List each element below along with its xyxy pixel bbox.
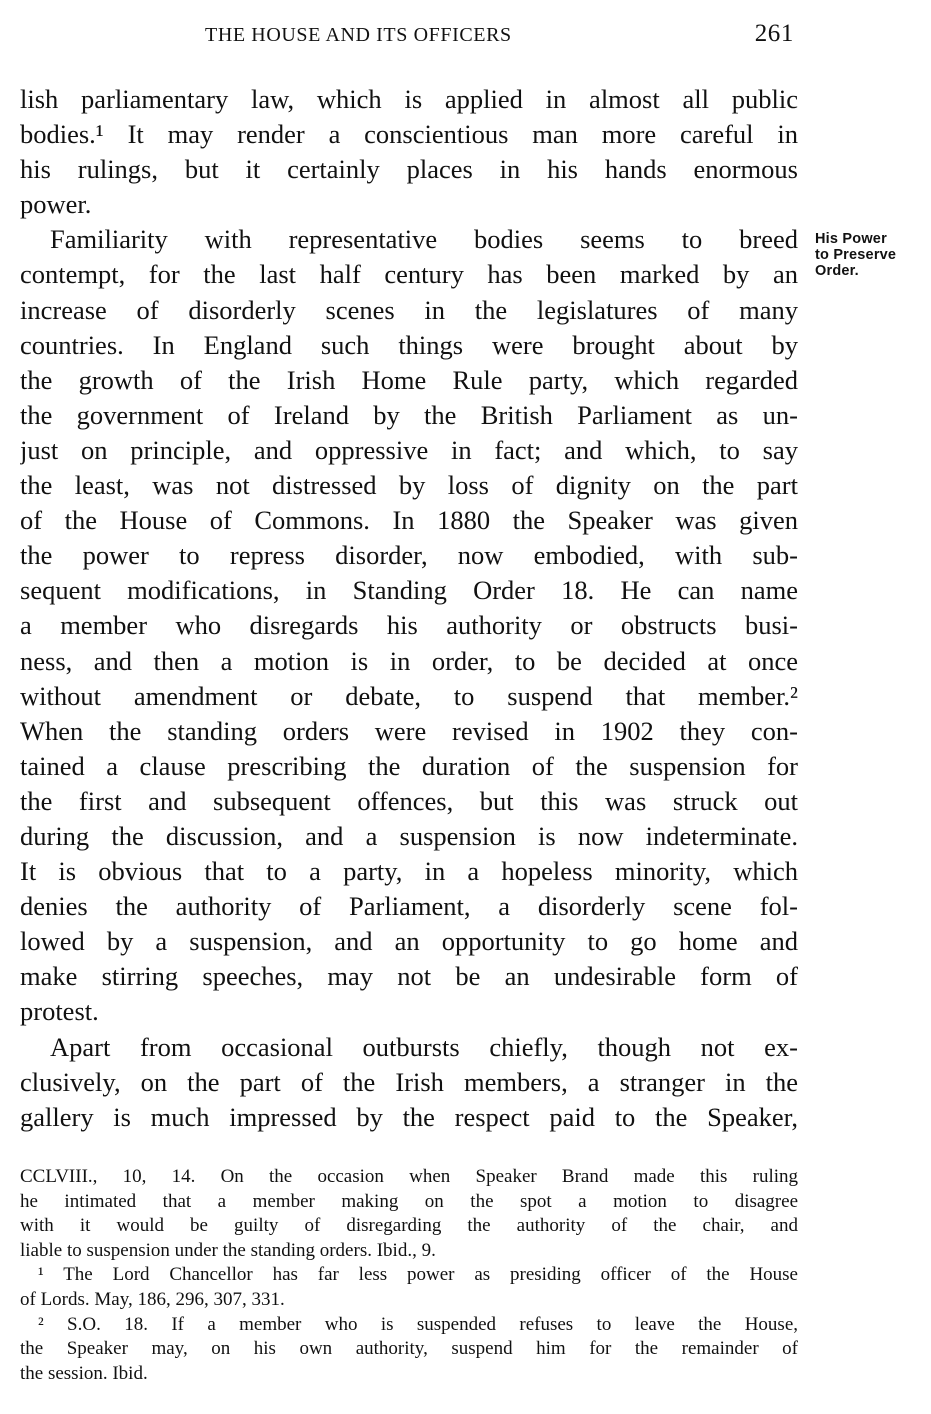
margin-note-line: Order. <box>815 263 859 279</box>
body-line: make stirring speeches, may not be an undesirable form of <box>20 961 798 992</box>
body-line: ness, and then a motion is in order, to be decided at once <box>20 645 798 676</box>
page-number: 261 <box>754 20 794 47</box>
footnote-line: with it would be guilty of disregarding the authority of the chair, and <box>20 1215 798 1237</box>
footnote-line: of Lords. May, 186, 296, 307, 331. <box>20 1288 285 1310</box>
body-line: the first and subsequent offences, but this was struck out <box>20 785 798 816</box>
body-line: tained a clause prescribing the duration of the suspension for <box>20 750 798 781</box>
body-line: It is obvious that to a party, in a hopeless minority, which <box>20 856 798 887</box>
margin-note-line: to Preserve <box>815 247 897 263</box>
body-line: denies the authority of Parliament, a disorderly scene fol- <box>20 891 798 922</box>
body-line: of the House of Commons. In 1880 the Speaker was given <box>20 505 798 536</box>
footnote-line: he intimated that a member making on the spot a motion to disagree <box>20 1190 798 1212</box>
body-line: the power to repress disorder, now embodied, with sub- <box>20 540 798 571</box>
body-line: without amendment or debate, to suspend that member.² <box>20 680 798 711</box>
running-head <box>0 20 800 52</box>
body-line: contempt, for the last half century has been marked by an <box>20 259 798 290</box>
body-line: clusively, on the part of the Irish members, a stranger in the <box>20 1066 798 1097</box>
body-line: the least, was not distressed by loss of dignity on the part <box>20 470 798 501</box>
footnote-line: CCLVIII., 10, 14. On the occasion when Speaker Brand made this ruling <box>20 1166 798 1187</box>
body-line: bodies.¹ It may render a conscientious man more careful in <box>20 119 798 150</box>
body-line: increase of disorderly scenes in the legislatures of many <box>20 294 798 325</box>
body-text <box>20 82 798 1135</box>
body-line: just on principle, and oppressive in fact; and which, to say <box>20 434 798 465</box>
body-line: sequent modifications, in Standing Order 18. He can name <box>20 575 798 606</box>
body-line: during the discussion, and a suspension is now indeterminate. <box>20 820 798 851</box>
body-line: the government of Ireland by the British Parliament as un- <box>20 399 798 430</box>
body-line: When the standing orders were revised in 1902 they con- <box>20 715 798 746</box>
footnote-line: the session. Ibid. <box>20 1362 148 1384</box>
body-line: Apart from occasional outbursts chiefly, though not ex- <box>50 1031 798 1062</box>
body-line: Familiarity with representative bodies seems to breed <box>50 224 798 255</box>
body-line: countries. In England such things were brought about by <box>20 329 798 360</box>
body-line: the growth of the Irish Home Rule party, which regarded <box>20 364 798 395</box>
footnotes <box>20 1165 798 1386</box>
footnote-line: ¹ The Lord Chancellor has far less power as presiding officer of the House <box>38 1264 798 1286</box>
margin-note <box>815 231 930 279</box>
body-line: gallery is much impressed by the respect paid to the Speaker, <box>20 1101 798 1132</box>
running-head-title: THE HOUSE AND ITS OFFICERS <box>205 24 512 46</box>
body-line: lish parliamentary law, which is applied in almost all public <box>20 84 798 114</box>
body-line: lowed by a suspension, and an opportunity to go home and <box>20 926 798 957</box>
body-line: his rulings, but it certainly places in his hands enormous <box>20 154 798 185</box>
body-line: a member who disregards his authority or obstructs busi- <box>20 610 798 641</box>
margin-note-line: His Power <box>815 231 887 247</box>
footnote-line: ² S.O. 18. If a member who is suspended refuses to leave the House, <box>38 1313 798 1335</box>
body-line: power. <box>20 189 92 220</box>
body-line: protest. <box>20 996 99 1027</box>
footnote-line: liable to suspension under the standing orders. Ibid., 9. <box>20 1239 436 1261</box>
footnote-line: the Speaker may, on his own authority, suspend him for the remainder of <box>20 1338 798 1360</box>
